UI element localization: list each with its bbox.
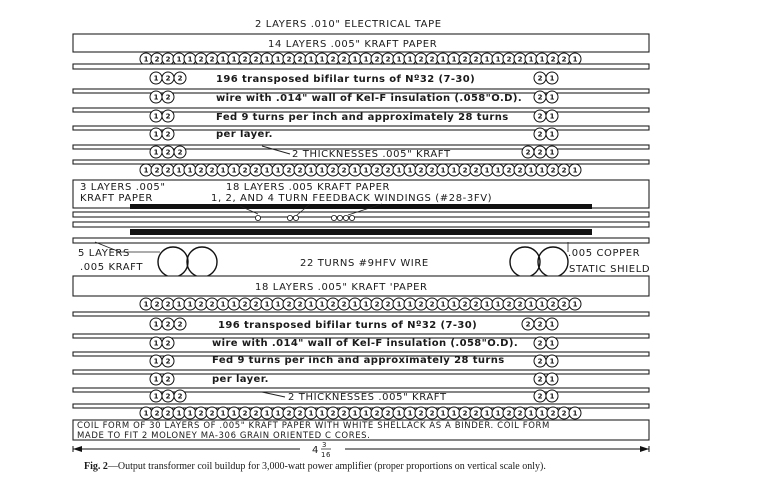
- wire-turn-number: 2: [330, 55, 336, 64]
- wire-turn-number: 1: [396, 300, 402, 309]
- feedback-wire-turn: [293, 215, 298, 220]
- copper-shield-label-2: STATIC SHIELD: [569, 264, 651, 275]
- insulation-strip: [73, 160, 649, 164]
- wire-turn-number: 2: [165, 148, 171, 157]
- wire-turn-number: 1: [176, 409, 182, 418]
- wire-turn-number: 1: [549, 375, 555, 384]
- wire-turn-number: 2: [242, 166, 248, 175]
- wire-turn-number: 1: [153, 148, 159, 157]
- wire-turn-number: 1: [363, 166, 369, 175]
- wire-turn-number: 2: [165, 93, 171, 102]
- feedback-wire-turn: [287, 215, 292, 220]
- wire-turn-number: 1: [549, 392, 555, 401]
- wire-turn-number: 2: [561, 166, 567, 175]
- wire-turn-number: 1: [308, 409, 314, 418]
- wire-turn-number: 2: [209, 166, 215, 175]
- wire-turn-number: 2: [374, 166, 380, 175]
- wire-turn-number: 1: [275, 166, 281, 175]
- winding-description-2: wire with .014" wall of Kel-F insulation (.058"O.D).: [212, 338, 519, 349]
- wire-turn-number: 1: [451, 409, 457, 418]
- wire-turn-number: 2: [154, 166, 160, 175]
- wire-turn-number: 2: [177, 320, 183, 329]
- wire-turn-number: 1: [549, 357, 555, 366]
- wire-turn-number: 2: [165, 339, 171, 348]
- wire-turn-number: 2: [341, 300, 347, 309]
- wire-turn-number: 2: [165, 392, 171, 401]
- wire-turn-number: 2: [561, 55, 567, 64]
- wire-turn-number: 2: [209, 55, 215, 64]
- wire-turn-number: 2: [330, 166, 336, 175]
- wire-turn-number: 2: [385, 55, 391, 64]
- wire-turn-number: 2: [506, 166, 512, 175]
- insulation-strip: [73, 238, 649, 243]
- wire-turn-number: 2: [506, 55, 512, 64]
- wire-turn-number: 2: [537, 375, 543, 384]
- wire-turn-number: 1: [319, 166, 325, 175]
- wire-turn-number: 1: [176, 300, 182, 309]
- wire-turn-number: 1: [231, 166, 237, 175]
- caption-text: —Output transformer coil buildup for 3,000-watt power amplifier (proper proportions on vertical scale only).: [107, 461, 546, 472]
- wire-turn-number: 1: [264, 300, 270, 309]
- wire-turn-number: 1: [528, 300, 534, 309]
- dimension-numerator: 3: [322, 441, 328, 449]
- wire-turn-number: 1: [352, 166, 358, 175]
- wire-turn-number: 2: [525, 148, 531, 157]
- wire-turn-number: 2: [462, 409, 468, 418]
- wire-turn-number: 1: [153, 93, 159, 102]
- wire-turn-number: 2: [418, 55, 424, 64]
- wire-turn-number: 2: [198, 55, 204, 64]
- wire-turn-number: 2: [517, 300, 523, 309]
- winding-description-2: wire with .014" wall of Kel-F insulation (.058"O.D).: [216, 93, 523, 104]
- wire-turn-number: 1: [187, 409, 193, 418]
- wire-turn-number: 1: [176, 55, 182, 64]
- kraft-paper-lower-label: 18 LAYERS .005" KRAFT 'PAPER: [255, 282, 428, 293]
- caption-fig-number: Fig. 2: [84, 461, 108, 472]
- wire-turn-number: 2: [286, 409, 292, 418]
- wire-turn-number: 2: [462, 55, 468, 64]
- wire-turn-number: 2: [418, 166, 424, 175]
- wire-turn-number: 2: [473, 300, 479, 309]
- wire-turn-number: 1: [549, 148, 555, 157]
- wire-turn-number: 1: [407, 55, 413, 64]
- wire-turn-number: 1: [440, 300, 446, 309]
- static-shield-bar-top: [130, 204, 592, 209]
- kraft-paper-top-label: 14 LAYERS .005" KRAFT PAPER: [268, 39, 438, 50]
- wire-turn-number: 2: [385, 300, 391, 309]
- wire-turn-number: 2: [165, 409, 171, 418]
- kraft-18-layers-label: 18 LAYERS .005 KRAFT PAPER: [226, 182, 391, 193]
- wire-turn-number: 1: [451, 166, 457, 175]
- wire-turn-number: 1: [143, 166, 149, 175]
- wire-turn-number: 2: [198, 409, 204, 418]
- electrical-tape-label: 2 LAYERS .010" ELECTRICAL TAPE: [255, 19, 442, 30]
- wire-turn-number: 2: [537, 339, 543, 348]
- wire-turn-number: 2: [418, 409, 424, 418]
- winding-description-4: per layer.: [212, 374, 269, 385]
- wire-turn-number: 1: [363, 300, 369, 309]
- wire-turn-number: 2: [517, 166, 523, 175]
- wire-row-full: [140, 407, 581, 419]
- wire-turn-number: 2: [462, 300, 468, 309]
- wire-turn-number: 2: [418, 300, 424, 309]
- winding-description-1: 196 transposed bifilar turns of Nº32 (7-30): [216, 74, 476, 85]
- hfv-wire-turn: [538, 247, 568, 277]
- wire-turn-number: 1: [549, 74, 555, 83]
- wire-turn-number: 2: [165, 55, 171, 64]
- wire-turn-number: 1: [319, 409, 325, 418]
- wire-turn-number: 1: [275, 409, 281, 418]
- wire-turn-number: 2: [429, 409, 435, 418]
- wire-turn-number: 1: [407, 166, 413, 175]
- wire-turn-number: 2: [330, 300, 336, 309]
- wire-turn-number: 2: [253, 166, 259, 175]
- wire-turn-number: 2: [297, 409, 303, 418]
- wire-turn-number: 2: [154, 409, 160, 418]
- winding-description-1: 196 transposed bifilar turns of Nº32 (7-30): [218, 320, 478, 331]
- wire-turn-number: 1: [187, 166, 193, 175]
- insulation-strip: [73, 370, 649, 374]
- wire-turn-number: 2: [177, 74, 183, 83]
- wire-turn-number: 1: [231, 409, 237, 418]
- wire-turn-number: 2: [429, 300, 435, 309]
- figure-caption: [84, 461, 546, 472]
- dimension-denominator: 16: [321, 451, 332, 459]
- wire-turn-number: 2: [165, 112, 171, 121]
- wire-turn-number: 1: [407, 409, 413, 418]
- wire-turn-number: 1: [187, 300, 193, 309]
- wire-turn-number: 2: [330, 409, 336, 418]
- wire-turn-number: 2: [165, 166, 171, 175]
- wire-turn-number: 1: [484, 166, 490, 175]
- wire-turn-number: 2: [537, 357, 543, 366]
- wire-turn-number: 2: [429, 55, 435, 64]
- wire-turn-number: 1: [220, 409, 226, 418]
- insulation-strip: [73, 212, 649, 217]
- copper-shield-label: .005 COPPER: [568, 248, 641, 259]
- wire-turn-number: 1: [352, 300, 358, 309]
- insulation-strip: [73, 222, 649, 227]
- feedback-wire-turn: [349, 215, 354, 220]
- wire-turn-number: 2: [341, 166, 347, 175]
- wire-turn-number: 2: [550, 300, 556, 309]
- wire-turn-number: 2: [550, 166, 556, 175]
- wire-turn-number: 1: [539, 166, 545, 175]
- wire-turn-number: 1: [264, 166, 270, 175]
- wire-turn-number: 1: [220, 55, 226, 64]
- wire-turn-number: 1: [231, 300, 237, 309]
- kraft-5-layers-label: 5 LAYERS: [78, 248, 130, 259]
- wire-turn-number: 1: [549, 93, 555, 102]
- wire-turn-number: 2: [517, 409, 523, 418]
- wire-turn-number: 1: [539, 55, 545, 64]
- wire-turn-number: 1: [484, 409, 490, 418]
- wire-turn-number: 1: [220, 300, 226, 309]
- wire-turn-number: 1: [484, 300, 490, 309]
- wire-turn-number: 1: [440, 409, 446, 418]
- wire-turn-number: 1: [363, 55, 369, 64]
- winding-description-4: per layer.: [216, 129, 273, 140]
- wire-turn-number: 2: [242, 409, 248, 418]
- wire-turn-number: 1: [572, 300, 578, 309]
- wire-turn-number: 2: [297, 55, 303, 64]
- coil-form-label-1: COIL FORM OF 30 LAYERS OF .005" KRAFT PAPER WITH WHITE SHELLACK AS A BINDER. COIL FORM: [77, 421, 550, 431]
- wire-turn-number: 2: [209, 409, 215, 418]
- wire-turn-number: 1: [396, 55, 402, 64]
- winding-description-3: Fed 9 turns per inch and approximately 28 turns: [216, 112, 509, 123]
- wire-turn-number: 1: [153, 339, 159, 348]
- wire-turn-number: 1: [264, 409, 270, 418]
- hfv-wire-turn: [158, 247, 188, 277]
- wire-turn-number: 1: [143, 409, 149, 418]
- wire-turn-number: 2: [374, 300, 380, 309]
- wire-turn-number: 2: [286, 166, 292, 175]
- feedback-windings-label: 1, 2, AND 4 TURN FEEDBACK WINDINGS (#28-3FV): [211, 193, 493, 204]
- wire-turn-number: 2: [506, 409, 512, 418]
- wire-turn-number: 2: [198, 166, 204, 175]
- feedback-wire-turn: [331, 215, 336, 220]
- wire-turn-number: 1: [440, 55, 446, 64]
- insulation-strip: [73, 64, 649, 69]
- hfv-turns-label: 22 TURNS #9HFV WIRE: [300, 258, 429, 269]
- kraft-5-layers-label-2: .005 KRAFT: [80, 262, 144, 273]
- kraft-3-layers-label-2: KRAFT PAPER: [80, 193, 153, 204]
- wire-turn-number: 1: [176, 166, 182, 175]
- hfv-wire-turn: [510, 247, 540, 277]
- wire-turn-number: 1: [352, 55, 358, 64]
- wire-turn-number: 2: [297, 300, 303, 309]
- wire-turn-number: 2: [537, 74, 543, 83]
- winding-description-3: Fed 9 turns per inch and approximately 28 turns: [212, 355, 505, 366]
- wire-row-full: [140, 53, 581, 65]
- wire-turn-number: 1: [153, 357, 159, 366]
- wire-turn-number: 1: [153, 130, 159, 139]
- wire-turn-number: 2: [165, 130, 171, 139]
- wire-turn-number: 2: [537, 93, 543, 102]
- thickness-label-upper: 2 THICKNESSES .005" KRAFT: [292, 149, 451, 160]
- wire-turn-number: 1: [352, 409, 358, 418]
- wire-turn-number: 2: [537, 130, 543, 139]
- wire-turn-number: 1: [187, 55, 193, 64]
- wire-turn-number: 2: [242, 300, 248, 309]
- leader-line: [262, 392, 285, 397]
- wire-turn-number: 2: [253, 300, 259, 309]
- feedback-wire-turn: [343, 215, 348, 220]
- wire-turn-number: 1: [308, 166, 314, 175]
- wire-turn-number: 2: [165, 300, 171, 309]
- wire-turn-number: 1: [220, 166, 226, 175]
- wire-turn-number: 2: [154, 55, 160, 64]
- wire-turn-number: 1: [275, 55, 281, 64]
- static-shield-bar-bottom: [130, 229, 592, 235]
- wire-turn-number: 2: [473, 166, 479, 175]
- wire-turn-number: 2: [297, 166, 303, 175]
- wire-turn-number: 2: [341, 55, 347, 64]
- coil-form-label-2: MADE TO FIT 2 MOLONEY MA-306 GRAIN ORIENTED C CORES.: [77, 431, 371, 441]
- wire-turn-number: 1: [549, 320, 555, 329]
- wire-turn-number: 1: [153, 320, 159, 329]
- wire-turn-number: 2: [165, 320, 171, 329]
- wire-turn-number: 2: [165, 74, 171, 83]
- wire-turn-number: 1: [231, 55, 237, 64]
- kraft-3-layers-label: 3 LAYERS .005": [80, 182, 166, 193]
- wire-turn-number: 1: [319, 300, 325, 309]
- wire-turn-number: 1: [539, 409, 545, 418]
- wire-turn-number: 1: [143, 55, 149, 64]
- wire-turn-number: 2: [561, 409, 567, 418]
- wire-turn-number: 1: [308, 55, 314, 64]
- wire-turn-number: 2: [550, 55, 556, 64]
- dimension-line: [73, 446, 649, 452]
- wire-turn-number: 1: [153, 375, 159, 384]
- wire-turn-number: 2: [165, 357, 171, 366]
- wire-turn-number: 1: [572, 166, 578, 175]
- wire-turn-number: 1: [275, 300, 281, 309]
- wire-turn-number: 1: [495, 55, 501, 64]
- wire-turn-number: 2: [462, 166, 468, 175]
- wire-turn-number: 1: [308, 300, 314, 309]
- wire-turn-number: 2: [537, 320, 543, 329]
- wire-turn-number: 2: [506, 300, 512, 309]
- wire-turn-number: 2: [286, 55, 292, 64]
- wire-turn-number: 1: [396, 409, 402, 418]
- wire-turn-number: 1: [363, 409, 369, 418]
- wire-turn-number: 1: [440, 166, 446, 175]
- wire-turn-number: 1: [549, 339, 555, 348]
- wire-turn-number: 1: [495, 409, 501, 418]
- feedback-wire-turn: [255, 215, 260, 220]
- wire-turn-number: 1: [153, 112, 159, 121]
- wire-turn-number: 1: [549, 112, 555, 121]
- wire-turn-number: 1: [572, 409, 578, 418]
- wire-row-full: [140, 164, 581, 176]
- wire-turn-number: 2: [253, 55, 259, 64]
- wire-turn-number: 2: [242, 55, 248, 64]
- wire-turn-number: 1: [264, 55, 270, 64]
- dimension-whole: 4: [312, 445, 319, 456]
- wire-turn-number: 1: [572, 55, 578, 64]
- wire-turn-number: 2: [177, 148, 183, 157]
- wire-turn-number: 2: [385, 409, 391, 418]
- wire-turn-number: 1: [495, 300, 501, 309]
- wire-turn-number: 2: [154, 300, 160, 309]
- wire-turn-number: 2: [165, 375, 171, 384]
- wire-turn-number: 1: [528, 166, 534, 175]
- wire-turn-number: 2: [561, 300, 567, 309]
- wire-turn-number: 1: [153, 392, 159, 401]
- wire-turn-number: 2: [525, 320, 531, 329]
- wire-turn-number: 1: [539, 300, 545, 309]
- wire-turn-number: 2: [341, 409, 347, 418]
- wire-turn-number: 2: [473, 409, 479, 418]
- wire-turn-number: 2: [253, 409, 259, 418]
- wire-turn-number: 2: [198, 300, 204, 309]
- wire-turn-number: 2: [537, 148, 543, 157]
- wire-turn-number: 2: [286, 300, 292, 309]
- wire-turn-number: 1: [153, 74, 159, 83]
- wire-turn-number: 1: [484, 55, 490, 64]
- wire-turn-number: 2: [517, 55, 523, 64]
- wire-turn-number: 2: [537, 112, 543, 121]
- wire-turn-number: 2: [374, 55, 380, 64]
- wire-turn-number: 2: [537, 392, 543, 401]
- insulation-strip: [73, 312, 649, 316]
- wire-turn-number: 1: [528, 55, 534, 64]
- wire-turn-number: 1: [549, 130, 555, 139]
- wire-turn-number: 1: [143, 300, 149, 309]
- wire-turn-number: 1: [451, 300, 457, 309]
- wire-turn-number: 2: [177, 392, 183, 401]
- thickness-label-lower: 2 THICKNESSES .005" KRAFT: [288, 392, 447, 403]
- wire-turn-number: 1: [495, 166, 501, 175]
- wire-row-full: [140, 298, 581, 310]
- wire-turn-number: 1: [528, 409, 534, 418]
- wire-turn-number: 2: [550, 409, 556, 418]
- wire-turn-number: 1: [396, 166, 402, 175]
- wire-turn-number: 2: [385, 166, 391, 175]
- hfv-wire-turn: [187, 247, 217, 277]
- wire-turn-number: 2: [429, 166, 435, 175]
- wire-turn-number: 1: [319, 55, 325, 64]
- wire-turn-number: 2: [209, 300, 215, 309]
- wire-turn-number: 1: [407, 300, 413, 309]
- wire-turn-number: 2: [374, 409, 380, 418]
- wire-turn-number: 1: [451, 55, 457, 64]
- wire-turn-number: 2: [473, 55, 479, 64]
- feedback-wire-turn: [337, 215, 342, 220]
